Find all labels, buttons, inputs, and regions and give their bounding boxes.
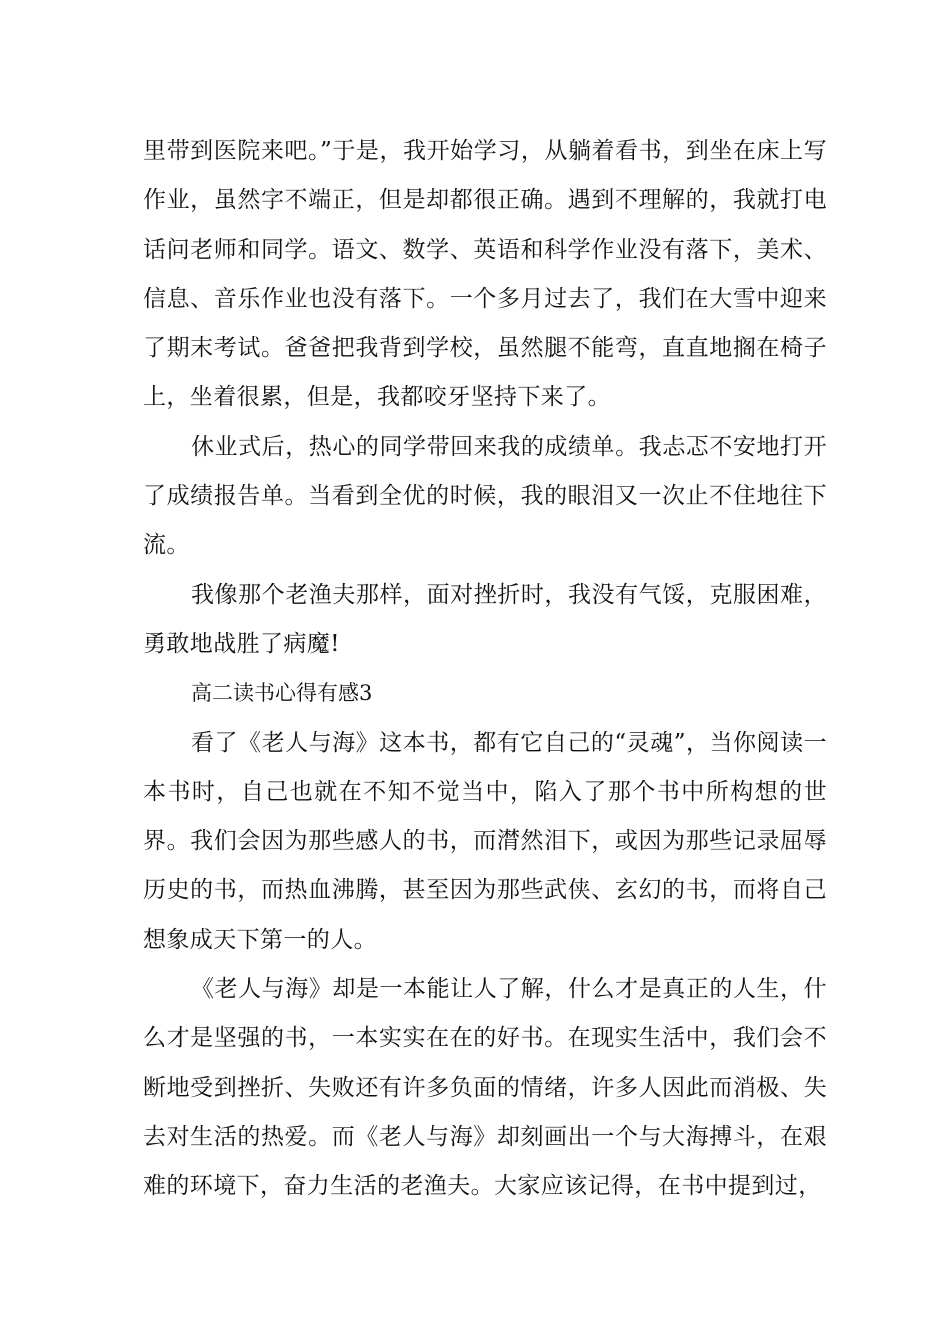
paragraph-report-card: 休业式后，热心的同学带回来我的成绩单。我忐忑不安地打开了成绩报告单。当看到全优的时候，我的眼泪又一次止不住地往下流。 (143, 433, 827, 559)
paragraph-book-soul: 看了《老人与海》这本书，都有它自己的“灵魂”，当你阅读一本书时，自己也就在不知不觉当中，陷入了那个书中所构想的世界。我们会因为那些感人的书，而潸然泪下，或因为那些记录屈辱历史的书，而热血沸腾，甚至因为那些武侠、玄幻的书，而将自己想象成天下第一的人。 (143, 729, 827, 953)
paragraph-hospital-study: 里带到医院来吧。”于是，我开始学习，从躺着看书，到坐在床上写作业，虽然字不端正，但是却都很正确。遇到不理解的，我就打电话问老师和同学。语文、数学、英语和科学作业没有落下，美术、信息、音乐作业也没有落下。一个多月过去了，我们在大雪中迎来了期末考试。爸爸把我背到学校，虽然腿不能弯，直直地搁在椅子上，坐着很累，但是，我都咬牙坚持下来了。 (143, 138, 827, 411)
document-body (143, 127, 827, 1212)
paragraph-overcome-illness: 我像那个老渔夫那样，面对挫折时，我没有气馁，克服困难，勇敢地战胜了病魔! (143, 581, 827, 657)
paragraph-real-life: 《老人与海》却是一本能让人了解，什么才是真正的人生，什么才是坚强的书，一本实实在在的好书。在现实生活中，我们会不断地受到挫折、失败还有许多负面的情绪，许多人因此而消极、失去对生活的热爱。而《老人与海》却刻画出一个与大海搏斗，在艰难的环境下，奋力生活的老渔夫。大家应该记得，在书中提到过， (143, 976, 827, 1200)
section-heading: 高二读书心得有感3 (191, 681, 373, 706)
